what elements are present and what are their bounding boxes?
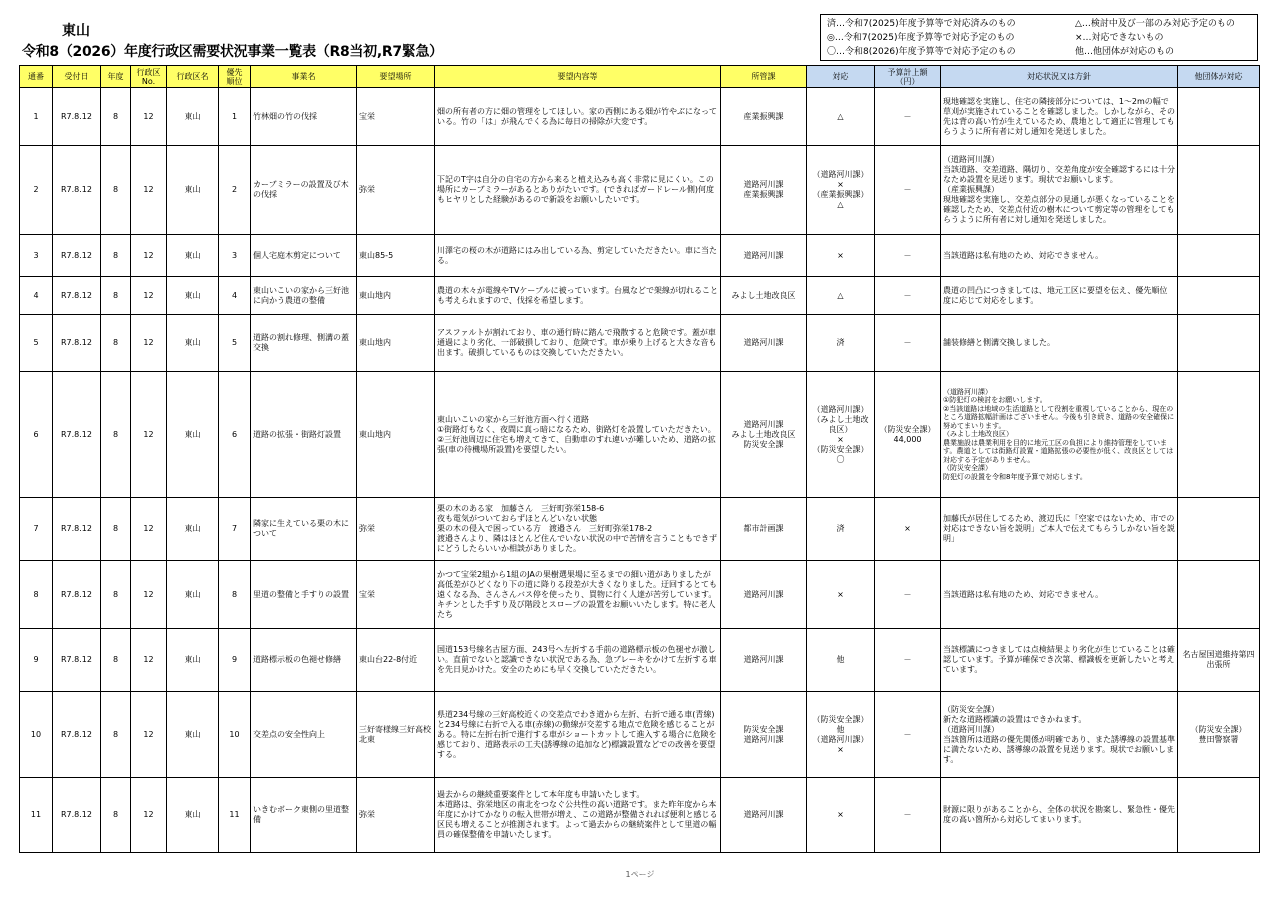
cell-dept: 防災安全課 道路河川課 [721, 692, 807, 778]
col-header-budget: 予算計上額 （円） [875, 66, 941, 88]
cell-year: 8 [101, 561, 131, 629]
cell-project: いきむボーク東側の里道整備 [251, 778, 357, 853]
cell-date: R7.8.12 [53, 372, 101, 498]
cell-status: 当該標識につきましては点検結果より劣化が生じていることは確認しています。予算が確保でき次第、標識板を更新したいと考えています。 [941, 629, 1178, 692]
cell-ward-name: 東山 [167, 498, 219, 561]
cell-date: R7.8.12 [53, 629, 101, 692]
cell-project: 交差点の安全性向上 [251, 692, 357, 778]
cell-status: 財源に限りがあることから、全体の状況を勘案し、緊急性・優先度の高い箇所から対応してまいります。 [941, 778, 1178, 853]
cell-budget: － [875, 88, 941, 146]
cell-priority: 9 [219, 629, 251, 692]
cell-dept: 道路河川課 [721, 778, 807, 853]
cell-location: 宝栄 [357, 561, 435, 629]
cell-priority: 1 [219, 88, 251, 146]
cell-response: △ [807, 277, 875, 315]
cell-ward-no: 12 [131, 235, 167, 277]
cell-other [1178, 561, 1260, 629]
cell-no: 3 [20, 235, 53, 277]
cell-project: 里道の整備と手すりの設置 [251, 561, 357, 629]
document-header [22, 22, 443, 62]
cell-location: 弥栄 [357, 146, 435, 235]
cell-status: （道路河川課） 当該道路、交差道路、隅切り、交差角度が安全確認するには十分なため設置を見送ります。現状でお願いします。 （産業振興課） 現地確認を実施し、交差点部分の見通しが悪くなっていることを確認したため、交差点付近の樹木について剪定等の管理をしてもらうように所有者に対し通知を発送しました。 [941, 146, 1178, 235]
cell-project: 個人宅庭木剪定について [251, 235, 357, 277]
cell-response: 済 [807, 498, 875, 561]
cell-other [1178, 146, 1260, 235]
cell-priority: 4 [219, 277, 251, 315]
cell-content: 下記のT字は自分の自宅の方から来ると植え込みも高く非常に見にくい。この場所にカーブミラーがあるとありがたいです。(できればガードレール側)何度もヒヤリとした経験があるので新設をお願いしたいです。 [435, 146, 721, 235]
cell-response: × [807, 778, 875, 853]
cell-priority: 10 [219, 692, 251, 778]
cell-dept: 都市計画課 [721, 498, 807, 561]
cell-location: 三好寄様線三好高校北東 [357, 692, 435, 778]
legend-item: ◎…令和7(2025)年度予算等で対応予定のもの [827, 33, 1015, 43]
cell-other: （防災安全課） 豊田警察署 [1178, 692, 1260, 778]
cell-priority: 6 [219, 372, 251, 498]
cell-ward-name: 東山 [167, 372, 219, 498]
cell-no: 2 [20, 146, 53, 235]
legend-item: 済…令和7(2025)年度予算等で対応済みのもの [827, 19, 1016, 29]
col-header-date: 受付日 [53, 66, 101, 88]
cell-dept: 道路河川課 [721, 561, 807, 629]
cell-ward-name: 東山 [167, 88, 219, 146]
cell-year: 8 [101, 146, 131, 235]
col-header-content: 要望内容等 [435, 66, 721, 88]
cell-project: 道路標示板の色褪せ修繕 [251, 629, 357, 692]
cell-project: 隣家に生えている栗の木について [251, 498, 357, 561]
table-header-row [20, 66, 1260, 88]
col-header-other: 他団体が対応 [1178, 66, 1260, 88]
cell-budget: － [875, 315, 941, 372]
cell-response: 済 [807, 315, 875, 372]
cell-budget: × [875, 498, 941, 561]
cell-ward-name: 東山 [167, 692, 219, 778]
cell-ward-name: 東山 [167, 561, 219, 629]
cell-status: 舗装修繕と側溝交換しました。 [941, 315, 1178, 372]
cell-dept: 道路河川課 みよし土地改良区 防災安全課 [721, 372, 807, 498]
cell-year: 8 [101, 235, 131, 277]
cell-year: 8 [101, 88, 131, 146]
cell-date: R7.8.12 [53, 146, 101, 235]
cell-ward-no: 12 [131, 629, 167, 692]
legend-item: ×…対応できないもの [1075, 33, 1164, 43]
area-name: 東山 [62, 23, 90, 39]
cell-status: （防災安全課） 新たな道路標識の設置はできかねます。 （道路河川課） 当該箇所は道路の優先関係が明確であり、また誘導線の設置基準に満たないため、誘導線の設置を見送ります。現状でお願いします。 [941, 692, 1178, 778]
table-row [20, 277, 1260, 315]
cell-content: 国道153号線名古屋方面、243号へ左折する手前の道路標示板の色褪せが激しい。直前でないと認識できない状況である為、急ブレーキをかけて左折する車を先日見かけた。安全のためにも早く交換していただきたい。 [435, 629, 721, 692]
cell-ward-name: 東山 [167, 277, 219, 315]
cell-response: × [807, 561, 875, 629]
col-header-no: 通番 [20, 66, 53, 88]
cell-ward-no: 12 [131, 778, 167, 853]
cell-dept: 道路河川課 [721, 315, 807, 372]
cell-year: 8 [101, 629, 131, 692]
legend-item: 〇…令和8(2026)年度予算等で対応予定のもの [827, 47, 1016, 57]
cell-response: △ [807, 88, 875, 146]
cell-year: 8 [101, 315, 131, 372]
col-header-ward-name: 行政区名 [167, 66, 219, 88]
table-row [20, 561, 1260, 629]
cell-project: カーブミラーの設置及び木の伐採 [251, 146, 357, 235]
cell-year: 8 [101, 372, 131, 498]
table-row [20, 315, 1260, 372]
cell-status: 農道の凹凸につきましては、地元工区に要望を伝え、優先順位度に応じて対応をします。 [941, 277, 1178, 315]
cell-content: 過去からの継続重要案件として本年度も申請いたします。 本道路は、弥栄地区の南北をつなぐ公共性の高い道路です。また昨年度から本年度にかけてかなりの転入世帯が増え、この道路が整備されれば便利と感じる区民も増えることが推測されます。よって過去からの継続案件として里道の幅員の確保整備を申請いたします。 [435, 778, 721, 853]
cell-project: 東山いこいの家から三好池に向かう農道の整備 [251, 277, 357, 315]
cell-date: R7.8.12 [53, 561, 101, 629]
table-row [20, 372, 1260, 498]
legend-row [827, 31, 1251, 45]
cell-other: 名古屋国道維持第四出張所 [1178, 629, 1260, 692]
cell-location: 東山地内 [357, 372, 435, 498]
cell-date: R7.8.12 [53, 778, 101, 853]
cell-no: 11 [20, 778, 53, 853]
cell-response: 他 [807, 629, 875, 692]
cell-budget: － [875, 778, 941, 853]
cell-no: 10 [20, 692, 53, 778]
cell-no: 5 [20, 315, 53, 372]
cell-project: 竹林畑の竹の伐採 [251, 88, 357, 146]
cell-date: R7.8.12 [53, 498, 101, 561]
cell-location: 東山地内 [357, 315, 435, 372]
cell-no: 7 [20, 498, 53, 561]
cell-no: 8 [20, 561, 53, 629]
cell-status: 当該道路は私有地のため、対応できません。 [941, 235, 1178, 277]
cell-budget: － [875, 561, 941, 629]
cell-content: かつて宝栄2組から1組のJAの果樹選果場に至るまでの細い道がありましたが高低差がひどくなり下の道に降りる段差が大きくなりました。迂回するとても遠くなる為、さんさんバス停を使ったり、買物に行く人達が苦労しています。キチンとした手すり及び階段とスロープの設置をお願いいたします。特に老人たち [435, 561, 721, 629]
cell-date: R7.8.12 [53, 315, 101, 372]
page-number: 1ページ [625, 870, 655, 879]
legend-item: 他…他団体が対応のもの [1075, 47, 1175, 57]
cell-location: 東山地内 [357, 277, 435, 315]
cell-location: 弥栄 [357, 778, 435, 853]
cell-year: 8 [101, 778, 131, 853]
cell-ward-no: 12 [131, 277, 167, 315]
table-row [20, 629, 1260, 692]
cell-content: アスファルトが割れており、車の通行時に踏んで飛散すると危険です。蓋が車通過により劣化、一部破損しており、危険です。車が乗り上げると大きな音も出ます。破損しているものは交換していただきたい。 [435, 315, 721, 372]
cell-budget: － [875, 146, 941, 235]
cell-priority: 8 [219, 561, 251, 629]
cell-priority: 5 [219, 315, 251, 372]
col-header-location: 要望場所 [357, 66, 435, 88]
cell-dept: みよし土地改良区 [721, 277, 807, 315]
cell-ward-no: 12 [131, 88, 167, 146]
cell-status: （道路河川課） ①防犯灯の検討をお願いします。 ②当該道路は地域の生活道路として役割を重視していることから、現在のところ道路拡幅計画はございません。今後も引き続き、道路の安全確保に努めてまいります。 （みよし土地改良区） 農業施設は農業利用を目的に地元工区の負担により維持管理をしています。農道としては街路灯設置・道路拡張の必要性が低く、改良区としては対応する予定がありません。 （防災安全課） 防犯灯の設置を令和8年度予算で対応します。 [941, 372, 1178, 498]
col-header-status: 対応状況又は方針 [941, 66, 1178, 88]
table-row [20, 778, 1260, 853]
cell-response: × [807, 235, 875, 277]
col-header-project: 事業名 [251, 66, 357, 88]
cell-no: 6 [20, 372, 53, 498]
legend-row [827, 17, 1251, 31]
cell-status: 当該道路は私有地のため、対応できません。 [941, 561, 1178, 629]
cell-response: （道路河川課） （みよし土地改良区） × （防災安全課） 〇 [807, 372, 875, 498]
col-header-response: 対応 [807, 66, 875, 88]
cell-location: 東山85-5 [357, 235, 435, 277]
cell-year: 8 [101, 692, 131, 778]
cell-ward-name: 東山 [167, 778, 219, 853]
cell-dept: 道路河川課 [721, 235, 807, 277]
cell-ward-no: 12 [131, 561, 167, 629]
cell-ward-no: 12 [131, 146, 167, 235]
cell-other [1178, 498, 1260, 561]
cell-year: 8 [101, 277, 131, 315]
table-row [20, 88, 1260, 146]
cell-content: 川澤宅の桜の木が道路にはみ出している為、剪定していただきたい。車に当たる。 [435, 235, 721, 277]
table-row [20, 235, 1260, 277]
cell-content: 栗の木のある家 加藤さん 三好町弥栄158-6 夜も電気がついておらずほとんどいない状態 栗の木の侵入で困っている方 渡邉さん 三好町弥栄178-2 渡邉さんより、隣はほとんど住んでいない状況の中で苦情を言うこともできずにどうしたらいいか相談がありました。 [435, 498, 721, 561]
cell-project: 道路の拡張・街路灯設置 [251, 372, 357, 498]
cell-dept: 産業振興課 [721, 88, 807, 146]
col-header-dept: 所管課 [721, 66, 807, 88]
cell-date: R7.8.12 [53, 235, 101, 277]
cell-no: 1 [20, 88, 53, 146]
legend-row [827, 45, 1251, 59]
cell-date: R7.8.12 [53, 692, 101, 778]
cell-other [1178, 235, 1260, 277]
cell-no: 4 [20, 277, 53, 315]
cell-priority: 3 [219, 235, 251, 277]
cell-priority: 7 [219, 498, 251, 561]
cell-location: 東山台22-8付近 [357, 629, 435, 692]
cell-budget: （防災安全課） 44,000 [875, 372, 941, 498]
cell-ward-no: 12 [131, 498, 167, 561]
cell-response: （道路河川課） × （産業振興課） △ [807, 146, 875, 235]
cell-ward-name: 東山 [167, 629, 219, 692]
cell-status: 現地確認を実施し、住宅の隣接部分については、1～2mの幅で草刈が実施されていることを確認しました。しかしながら、その先は背の高い竹が生えているため、農地として適正に管理してもらうように所有者に対し通知を発送しました。 [941, 88, 1178, 146]
cell-priority: 11 [219, 778, 251, 853]
cell-budget: － [875, 277, 941, 315]
cell-other [1178, 277, 1260, 315]
cell-year: 8 [101, 498, 131, 561]
col-header-year: 年度 [101, 66, 131, 88]
cell-other [1178, 88, 1260, 146]
cell-date: R7.8.12 [53, 277, 101, 315]
cell-dept: 道路河川課 [721, 629, 807, 692]
table-row [20, 498, 1260, 561]
cell-content: 農道の木々が電線やTVケーブルに被っています。台風などで架線が切れることも考えられますので、伐採を希望します。 [435, 277, 721, 315]
cell-budget: － [875, 235, 941, 277]
cell-content: 東山いこいの家から三好池方面へ行く道路 ①街路灯もなく、夜間に真っ暗になるため、街路灯を設置していただきたい。 ②三好池周辺に住宅も増えてきて、自動車のすれ違いが難しいため、道路の拡張(車の待機場所設置)を要望したい。 [435, 372, 721, 498]
cell-ward-no: 12 [131, 315, 167, 372]
cell-other [1178, 372, 1260, 498]
cell-response: （防災安全課） 他 （道路河川課） × [807, 692, 875, 778]
col-header-priority: 優先 順位 [219, 66, 251, 88]
cell-no: 9 [20, 629, 53, 692]
request-table [19, 65, 1260, 853]
cell-other [1178, 315, 1260, 372]
cell-location: 弥栄 [357, 498, 435, 561]
cell-content: 畑の所有者の方に畑の管理をしてほしい。家の西側にある畑が竹やぶになっている。竹の「は」が飛んでくる為に毎日の掃除が大変です。 [435, 88, 721, 146]
cell-date: R7.8.12 [53, 88, 101, 146]
cell-other [1178, 778, 1260, 853]
legend-box [820, 14, 1258, 61]
cell-ward-name: 東山 [167, 315, 219, 372]
col-header-ward-no: 行政区 No. [131, 66, 167, 88]
cell-status: 加藤氏が居住してるため、渡辺氏に「空家ではないため、市での対応はできない旨を説明」ご本人で伝えてもらうしかない旨を説明」 [941, 498, 1178, 561]
cell-ward-name: 東山 [167, 235, 219, 277]
cell-ward-no: 12 [131, 692, 167, 778]
cell-content: 県道234号線の三好高校近くの交差点でわき道から左折、右折で通る車(青線)と234号線に右折で入る車(赤線)の動線が交差する地点で危険を感じることがある。特に左折右折で進行する車がショートカットして進入する場合に危険を感じており、道路表示の工夫(誘導線の追加など)標識設置などでの改善を要望する。 [435, 692, 721, 778]
table-row [20, 692, 1260, 778]
cell-location: 宝栄 [357, 88, 435, 146]
cell-priority: 2 [219, 146, 251, 235]
document-title: 令和8（2026）年度行政区需要状況事業一覧表（R8当初,R7緊急） [22, 44, 443, 60]
cell-dept: 道路河川課 産業振興課 [721, 146, 807, 235]
cell-ward-no: 12 [131, 372, 167, 498]
cell-budget: － [875, 629, 941, 692]
cell-ward-name: 東山 [167, 146, 219, 235]
cell-project: 道路の割れ修理、側溝の蓋交換 [251, 315, 357, 372]
legend-item: △…検討中及び一部のみ対応予定のもの [1075, 19, 1235, 29]
cell-budget: － [875, 692, 941, 778]
table-row [20, 146, 1260, 235]
